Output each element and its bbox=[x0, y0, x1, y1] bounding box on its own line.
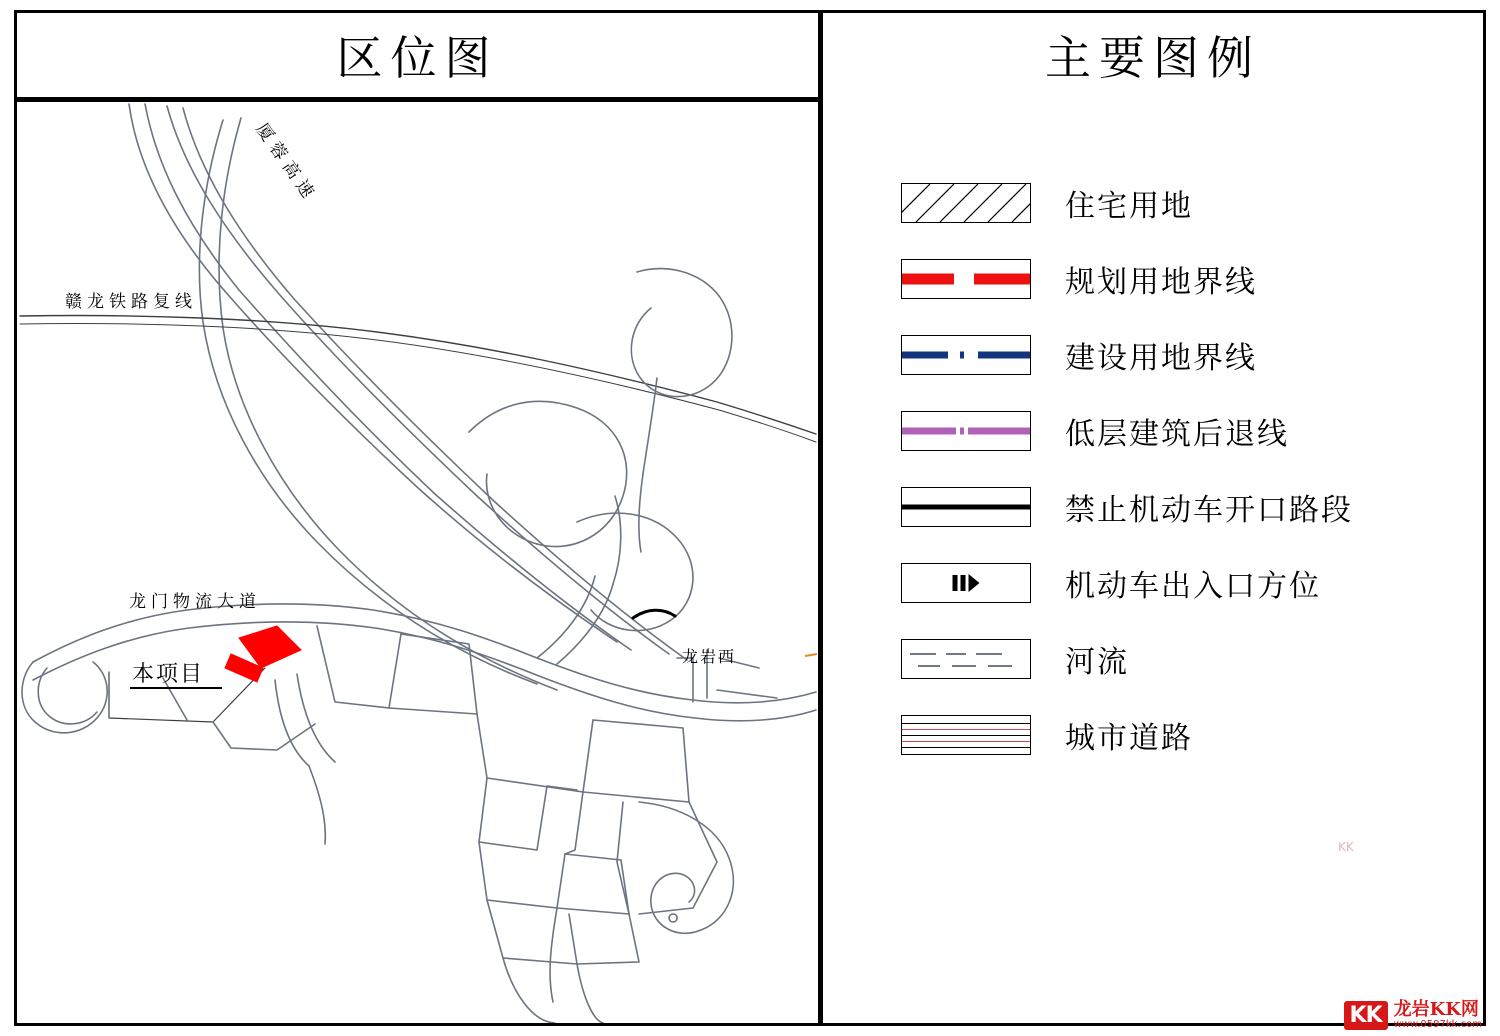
legend-item bbox=[901, 476, 1461, 538]
legend-label: 禁止机动车开口路段 bbox=[1065, 493, 1353, 528]
legend-label: 建设用地界线 bbox=[1065, 341, 1257, 376]
legend-list bbox=[901, 172, 1461, 780]
legend-label: 住宅用地 bbox=[1065, 189, 1193, 224]
legend-item bbox=[901, 704, 1461, 766]
legend-label: 河流 bbox=[1065, 645, 1129, 680]
map-label-expressway: 厦蓉高速 bbox=[251, 119, 321, 207]
legend-item bbox=[901, 248, 1461, 310]
legend-title-bar bbox=[823, 13, 1483, 97]
map-graphic bbox=[17, 102, 818, 1023]
solid-black-line-icon bbox=[901, 487, 1031, 527]
site-watermark bbox=[1344, 998, 1482, 1030]
watermark-site-url: www.0597kk.com bbox=[1393, 1018, 1482, 1030]
legend-item bbox=[901, 628, 1461, 690]
location-map bbox=[17, 102, 818, 1023]
watermark-logo: KK bbox=[1344, 1001, 1388, 1030]
dashed-purple-line-icon bbox=[901, 411, 1031, 451]
map-label-project: 本项目 bbox=[132, 662, 205, 687]
legend-item bbox=[901, 400, 1461, 462]
legend-label: 规划用地界线 bbox=[1065, 265, 1257, 300]
title-row bbox=[17, 13, 1483, 97]
hatch-diagonal-icon bbox=[901, 183, 1031, 223]
legend-item bbox=[901, 172, 1461, 234]
project-site-marker bbox=[225, 626, 301, 682]
map-label-avenue: 龙门物流大道 bbox=[129, 592, 261, 612]
vehicle-access-arrow-icon bbox=[901, 563, 1031, 603]
map-title: 区位图 bbox=[336, 31, 499, 85]
map-title-bar bbox=[17, 13, 818, 97]
legend-label: 城市道路 bbox=[1065, 721, 1193, 756]
watermark-site-name: 龙岩KK网 bbox=[1393, 998, 1479, 1020]
map-label-station: 龙岩西 bbox=[682, 647, 737, 666]
city-road-lines-icon bbox=[901, 715, 1031, 755]
legend-item bbox=[901, 324, 1461, 386]
faint-watermark: KK bbox=[1338, 840, 1354, 854]
legend-title: 主要图例 bbox=[1045, 31, 1261, 85]
legend-panel bbox=[823, 102, 1483, 1023]
legend-label: 低层建筑后退线 bbox=[1065, 417, 1289, 452]
map-label-railway: 赣龙铁路复线 bbox=[65, 292, 197, 312]
map-label-project-underline bbox=[130, 687, 222, 689]
dashed-red-line-icon bbox=[901, 259, 1031, 299]
dashed-blue-line-icon bbox=[901, 335, 1031, 375]
legend-label: 机动车出入口方位 bbox=[1065, 569, 1321, 604]
river-dashes-icon bbox=[901, 639, 1031, 679]
legend-item bbox=[901, 552, 1461, 614]
